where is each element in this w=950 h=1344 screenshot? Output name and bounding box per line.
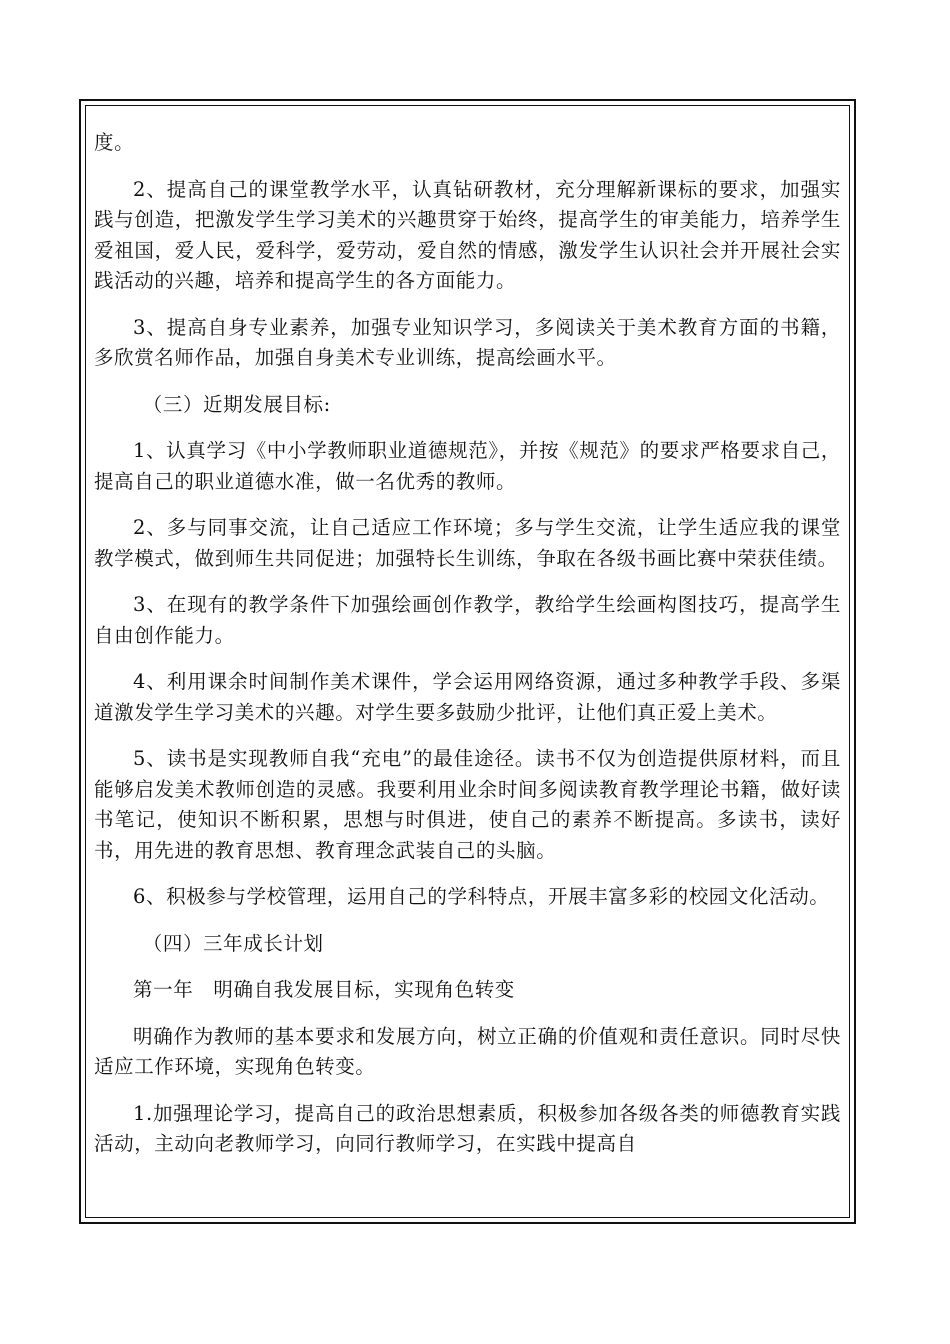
document-frame (79, 99, 856, 1224)
paragraph-goal-1: 1、认真学习《中小学教师职业道德规范》，并按《规范》的要求严格要求自己，提高自己的职业道德水准，做一名优秀的教师。 (94, 439, 841, 493)
paragraph-goal-2: 2、多与同事交流，让自己适应工作环境；多与学生交流，让学生适应我的课堂教学模式，做到师生共同促进；加强特长生训练，争取在各级书画比赛中荣获佳绩。 (94, 516, 841, 570)
document-body (94, 128, 841, 1176)
paragraph-goal-5: 5、读书是实现教师自我“充电”的最佳途径。读书不仅为创造提供原材料，而且能够启发美术教师创造的灵感。我要利用业余时间多阅读教育教学理论书籍，做好读书笔记，使知识不断积累，思想与时俱进，使自己的素养不断提高。多读书，读好书，用先进的教育思想、教育理念武装自己的头脑。 (94, 747, 841, 862)
section-heading-near-term-goals: （三）近期发展目标: (142, 392, 331, 416)
subheading-first-year: 第一年 明确自我发展目标，实现角色转变 (133, 978, 515, 1001)
paragraph-goal-3: 3、在现有的教学条件下加强绘画创作教学，教给学生绘画构图技巧，提高学生自由创作能力。 (94, 593, 841, 647)
document-inner-frame (85, 105, 850, 1218)
paragraph-goal-6: 6、积极参与学校管理，运用自己的学科特点，开展丰富多彩的校园文化活动。 (133, 885, 830, 908)
paragraph-goal-4: 4、利用课余时间制作美术课件，学会运用网络资源，通过多种教学手段、多渠道激发学生学习美术的兴趣。对学生要多鼓励少批评，让他们真正爱上美术。 (94, 670, 841, 724)
section-heading-three-year-plan: （四）三年成长计划 (142, 931, 324, 955)
paragraph-item-2-teaching: 2、提高自己的课堂教学水平，认真钻研教材，充分理解新课标的要求，加强实践与创造，把激发学生学习美术的兴趣贯穿于始终，提高学生的审美能力，培养学生爱祖国，爱人民，爱科学，爱劳动，爱自然的情感，激发学生认识社会并开展社会实践活动的兴趣，培养和提高学生的各方面能力。 (94, 177, 841, 292)
paragraph-first-year-intro: 明确作为教师的基本要求和发展方向，树立正确的价值观和责任意识。同时尽快适应工作环境，实现角色转变。 (94, 1024, 841, 1078)
paragraph-item-3-professional: 3、提高自身专业素养，加强专业知识学习，多阅读关于美术教育方面的书籍，多欣赏名师作品，加强自身美术专业训练，提高绘画水平。 (94, 315, 841, 369)
paragraph-continuation: 度。 (94, 131, 135, 154)
paragraph-first-year-item-1: 1.加强理论学习，提高自己的政治思想素质，积极参加各级各类的师德教育实践活动，主动向老教师学习，向同行教师学习，在实践中提高自 (94, 1101, 841, 1155)
